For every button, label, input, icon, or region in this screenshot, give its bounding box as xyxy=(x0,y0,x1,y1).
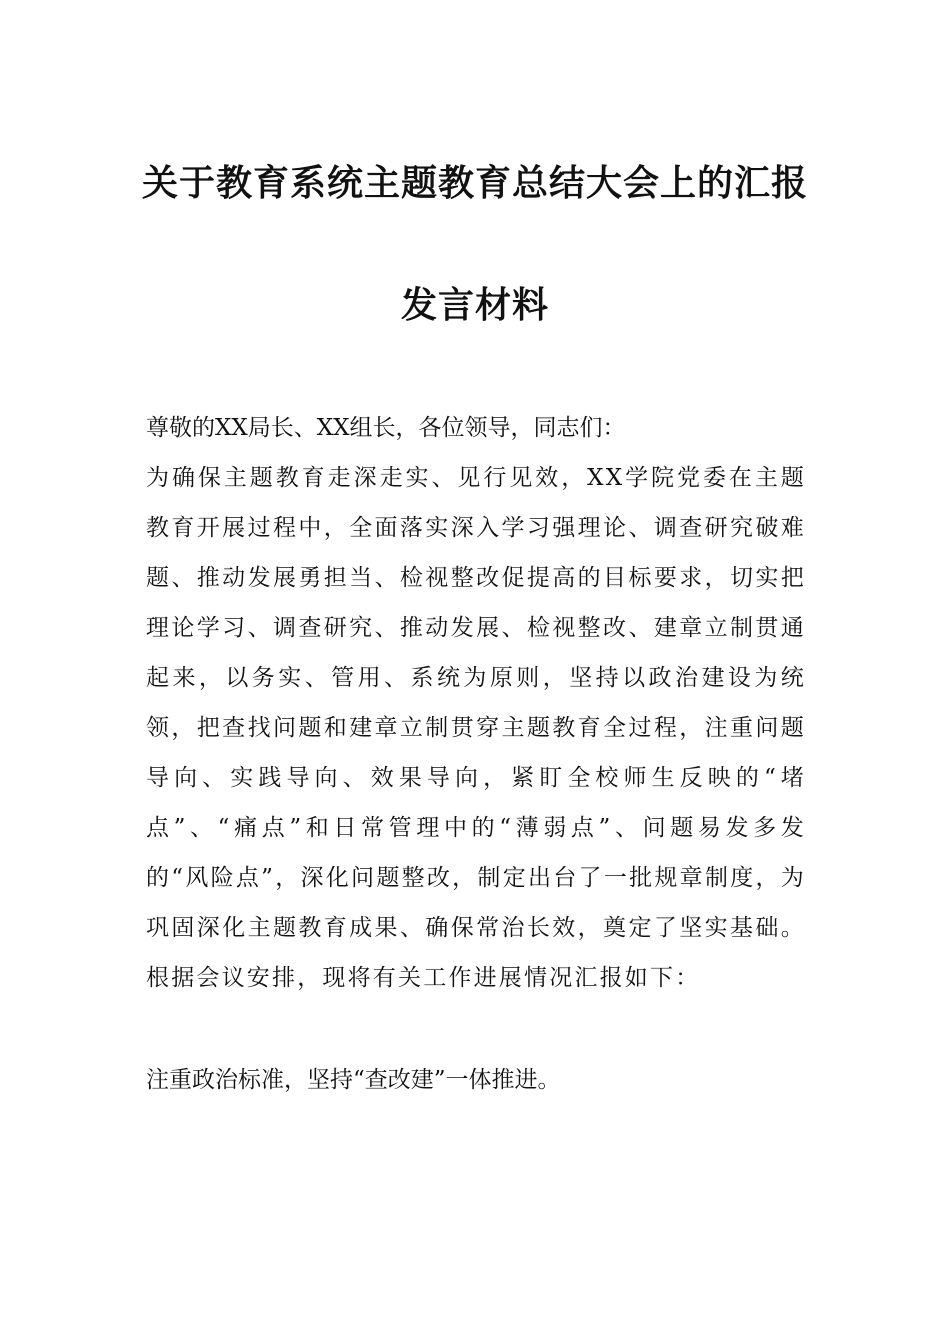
document-title-line-2: 发言材料 xyxy=(400,284,549,326)
body-paragraph: 为确保主题教育走深走实、见行见效，XX学院党委在主题教育开展过程中，全面落实深入学习强理论、调查研究破难题、推动发展勇担当、检视整改促提高的目标要求，切实把理论学习、调查研究、推动发展、检视整改、建章立制贯通起来，以务实、管用、系统为原则，坚持以政治建设为统领，把查找问题和建章立制贯穿主题教育全过程，注重问题导向、实践导向、效果导向，紧盯全校师生反映的“堵点”、“痛点”和日常管理中的“薄弱点”、问题易发多发的“风险点”，深化问题整改，制定出台了一批规章制度，为巩固深化主题教育成果、确保常治长效，奠定了坚实基础。根据会议安排，现将有关工作进展情况汇报如下： xyxy=(146,465,806,991)
document-title-line-1: 关于教育系统主题教育总结大会上的汇报 xyxy=(141,162,808,204)
salutation: 尊敬的XX局长、XX组长，各位领导，同志们： xyxy=(146,415,626,441)
section-heading: 注重政治标准，坚持“查改建”一体推进。 xyxy=(146,1067,561,1093)
